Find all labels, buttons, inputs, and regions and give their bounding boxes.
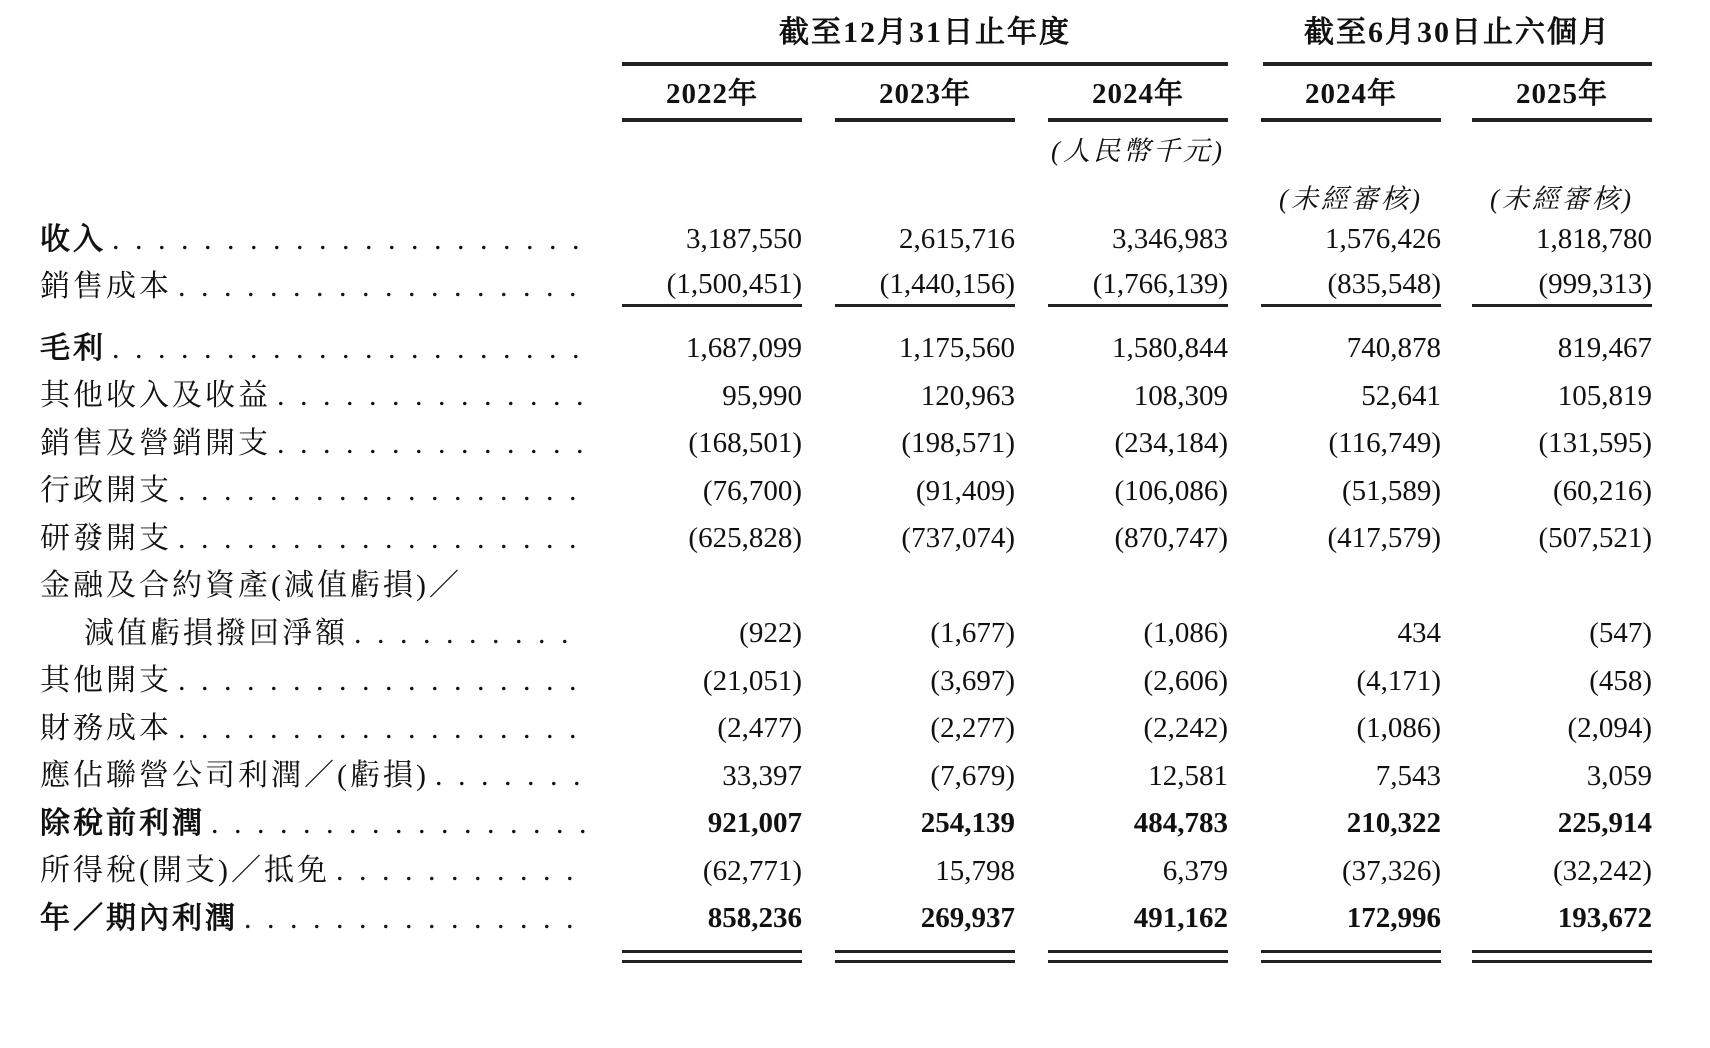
cell-value: (2,477) bbox=[717, 712, 802, 745]
value-cell bbox=[586, 658, 802, 706]
value-cell bbox=[1441, 658, 1652, 706]
table-row bbox=[40, 705, 1652, 753]
value-cell bbox=[802, 216, 1015, 264]
table-row bbox=[40, 216, 1652, 264]
cell-value: 120,963 bbox=[920, 379, 1015, 412]
double-rule-row bbox=[40, 943, 1652, 963]
cell-value: 2,615,716 bbox=[899, 223, 1015, 256]
cell-value: (1,500,451) bbox=[622, 268, 802, 307]
cell-value: 15,798 bbox=[935, 854, 1015, 887]
cell-value: 3,187,550 bbox=[686, 223, 802, 256]
value-cell bbox=[1015, 610, 1228, 658]
cell-value: 172,996 bbox=[1346, 902, 1442, 935]
value-cell bbox=[1228, 800, 1441, 848]
value-cell bbox=[586, 563, 802, 611]
cell-value: 12,581 bbox=[1148, 759, 1229, 792]
value-cell bbox=[1015, 753, 1228, 801]
currency-unit-row bbox=[40, 122, 1652, 168]
row-label: 所得稅(開支)／抵免 bbox=[40, 854, 330, 887]
value-cell bbox=[802, 264, 1015, 312]
year-column-header bbox=[1441, 66, 1652, 122]
year-column-header bbox=[802, 66, 1015, 122]
value-cell bbox=[802, 753, 1015, 801]
unaudited-cell-2025 bbox=[1441, 168, 1652, 216]
cell-value: (2,094) bbox=[1567, 712, 1653, 745]
value-cell bbox=[802, 515, 1015, 563]
cell-value: (21,051) bbox=[702, 664, 802, 697]
cell-value: 1,818,780 bbox=[1536, 223, 1653, 256]
cell-value: 819,467 bbox=[1557, 332, 1653, 365]
cell-value: (32,242) bbox=[1552, 854, 1653, 887]
dot-leader bbox=[277, 427, 586, 461]
cell-value: 921,007 bbox=[707, 807, 802, 840]
value-cell bbox=[1015, 800, 1228, 848]
value-cell bbox=[1015, 658, 1228, 706]
value-cell bbox=[1228, 216, 1441, 264]
row-label: 銷售成本 bbox=[40, 270, 172, 303]
cell-value: (1,086) bbox=[1356, 712, 1442, 745]
value-cell bbox=[586, 895, 802, 943]
row-label-cell bbox=[40, 610, 586, 658]
cell-value: (4,171) bbox=[1356, 664, 1442, 697]
row-label: 其他開支 bbox=[40, 664, 172, 697]
row-label-cell bbox=[40, 800, 586, 848]
cell-value: (835,548) bbox=[1261, 268, 1441, 307]
cell-value: (51,589) bbox=[1341, 474, 1442, 507]
value-cell bbox=[586, 325, 802, 373]
table-body bbox=[40, 216, 1652, 963]
row-label-cell bbox=[40, 753, 586, 801]
value-cell bbox=[586, 420, 802, 468]
value-cell bbox=[586, 705, 802, 753]
value-cell bbox=[586, 468, 802, 516]
year-label: 2022年 bbox=[622, 78, 802, 122]
value-cell bbox=[1441, 325, 1652, 373]
value-cell bbox=[1441, 563, 1652, 611]
cell-value: (2,242) bbox=[1143, 712, 1229, 745]
cell-value: 1,175,560 bbox=[899, 332, 1015, 365]
cell-value: (2,606) bbox=[1143, 664, 1229, 697]
year-column-header bbox=[586, 66, 802, 122]
year-column-header bbox=[1015, 66, 1228, 122]
table-row bbox=[40, 895, 1652, 943]
unaudited-note-row bbox=[40, 168, 1652, 216]
table-row bbox=[40, 264, 1652, 312]
cell-value: (737,074) bbox=[901, 522, 1015, 555]
value-cell bbox=[802, 800, 1015, 848]
value-cell bbox=[802, 373, 1015, 421]
row-label: 財務成本 bbox=[40, 711, 172, 745]
value-cell bbox=[802, 610, 1015, 658]
row-label-cell bbox=[40, 848, 586, 896]
cell-value: (106,086) bbox=[1114, 474, 1229, 507]
value-cell bbox=[586, 373, 802, 421]
cell-value: 52,641 bbox=[1361, 379, 1442, 412]
row-label: 應佔聯營公司利潤／(虧損) bbox=[40, 759, 429, 792]
cell-value: 491,162 bbox=[1133, 902, 1229, 935]
value-cell bbox=[586, 515, 802, 563]
value-cell bbox=[802, 658, 1015, 706]
value-cell bbox=[1441, 264, 1652, 312]
unaudited-cell-2024 bbox=[1228, 168, 1441, 216]
value-cell bbox=[1228, 895, 1441, 943]
double-underline bbox=[835, 950, 1015, 963]
value-cell bbox=[1015, 895, 1228, 943]
year-column-header bbox=[1228, 66, 1441, 122]
value-cell bbox=[1228, 515, 1441, 563]
cell-value: (76,700) bbox=[702, 474, 802, 507]
row-label: 其他收入及收益 bbox=[40, 379, 271, 412]
year-label: 2024年 bbox=[1261, 78, 1441, 122]
cell-value: 225,914 bbox=[1557, 807, 1653, 840]
value-cell bbox=[1015, 325, 1228, 373]
unaudited-note: (未經審核) bbox=[1279, 184, 1423, 214]
dot-leader bbox=[178, 270, 586, 304]
row-label-cell bbox=[40, 325, 586, 373]
value-cell bbox=[1441, 420, 1652, 468]
value-cell bbox=[1441, 895, 1652, 943]
double-underline bbox=[1048, 950, 1228, 963]
cell-value: 740,878 bbox=[1346, 332, 1442, 365]
row-label-cell bbox=[40, 658, 586, 706]
cell-value: 1,580,844 bbox=[1112, 332, 1229, 365]
double-underline bbox=[622, 950, 802, 963]
cell-value: (870,747) bbox=[1114, 522, 1229, 555]
value-cell bbox=[802, 895, 1015, 943]
year-label: 2024年 bbox=[1048, 78, 1228, 122]
row-label-cell bbox=[40, 895, 586, 943]
table-row bbox=[40, 563, 1652, 611]
value-cell bbox=[1228, 753, 1441, 801]
value-cell bbox=[1015, 848, 1228, 896]
interim-period-group bbox=[1228, 10, 1652, 66]
row-label: 金融及合約資產(減值虧損)／ bbox=[40, 569, 462, 602]
value-cell bbox=[1228, 658, 1441, 706]
cell-value: 7,543 bbox=[1375, 759, 1442, 792]
dot-leader bbox=[435, 759, 586, 793]
cell-value: (507,521) bbox=[1538, 522, 1653, 555]
table-row bbox=[40, 658, 1652, 706]
row-label-cell bbox=[40, 563, 586, 611]
cell-value: (7,679) bbox=[930, 759, 1015, 792]
value-cell bbox=[1441, 610, 1652, 658]
income-statement-table bbox=[40, 10, 1652, 963]
cell-value: (625,828) bbox=[688, 522, 802, 555]
cell-value: 269,937 bbox=[920, 902, 1015, 935]
value-cell bbox=[586, 753, 802, 801]
value-cell bbox=[1015, 705, 1228, 753]
value-cell bbox=[1441, 216, 1652, 264]
dot-leader bbox=[178, 664, 586, 698]
value-cell bbox=[586, 848, 802, 896]
row-label: 收入 bbox=[40, 222, 106, 256]
row-label-cell bbox=[40, 515, 586, 563]
row-label: 除稅前利潤 bbox=[40, 806, 205, 840]
value-cell bbox=[1228, 468, 1441, 516]
table-row bbox=[40, 373, 1652, 421]
table-row bbox=[40, 515, 1652, 563]
value-cell bbox=[802, 848, 1015, 896]
value-cell bbox=[1015, 515, 1228, 563]
cell-value: 484,783 bbox=[1133, 807, 1229, 840]
annual-period-title: 截至12月31日止年度 bbox=[622, 15, 1228, 66]
value-cell bbox=[802, 420, 1015, 468]
cell-value: 193,672 bbox=[1557, 902, 1653, 935]
cell-value: 1,576,426 bbox=[1325, 223, 1442, 256]
row-label: 銷售及營銷開支 bbox=[40, 426, 271, 460]
value-cell bbox=[1441, 515, 1652, 563]
cell-value: (458) bbox=[1589, 664, 1653, 697]
year-label: 2025年 bbox=[1472, 78, 1652, 122]
label-column-spacer bbox=[40, 10, 586, 66]
year-header-row bbox=[40, 66, 1652, 122]
dot-leader bbox=[112, 223, 586, 257]
currency-unit-note: (人民幣千元) bbox=[1051, 136, 1225, 166]
dot-leader bbox=[336, 854, 586, 888]
value-cell bbox=[1441, 468, 1652, 516]
cell-value: (234,184) bbox=[1114, 427, 1229, 460]
cell-value: 858,236 bbox=[707, 902, 802, 935]
value-cell bbox=[1228, 373, 1441, 421]
double-underline bbox=[1472, 950, 1652, 963]
period-group-header-row bbox=[40, 10, 1652, 66]
cell-value: (922) bbox=[739, 617, 802, 650]
value-cell bbox=[1015, 563, 1228, 611]
dot-leader bbox=[211, 807, 586, 841]
row-label-cell bbox=[40, 420, 586, 468]
currency-unit-cell bbox=[1015, 122, 1228, 168]
dot-leader bbox=[178, 522, 586, 556]
cell-value: 3,059 bbox=[1586, 759, 1653, 792]
label-column-spacer bbox=[40, 66, 586, 122]
row-label: 年／期內利潤 bbox=[40, 901, 238, 935]
table-row bbox=[40, 753, 1652, 801]
value-cell bbox=[1228, 264, 1441, 312]
cell-value: 33,397 bbox=[722, 759, 802, 792]
dot-leader bbox=[178, 712, 586, 746]
cell-value: (37,326) bbox=[1341, 854, 1442, 887]
value-cell bbox=[802, 705, 1015, 753]
cell-value: 1,687,099 bbox=[686, 332, 802, 365]
value-cell bbox=[1228, 563, 1441, 611]
value-cell bbox=[586, 216, 802, 264]
dot-leader bbox=[354, 617, 586, 651]
value-cell bbox=[1015, 264, 1228, 312]
interim-period-title: 截至6月30日止六個月 bbox=[1263, 15, 1652, 66]
row-label-cell bbox=[40, 468, 586, 516]
table-row bbox=[40, 800, 1652, 848]
value-cell bbox=[802, 325, 1015, 373]
dot-leader bbox=[244, 902, 586, 936]
dot-leader bbox=[112, 332, 586, 366]
cell-value: 210,322 bbox=[1346, 807, 1442, 840]
value-cell bbox=[586, 800, 802, 848]
value-cell bbox=[1441, 800, 1652, 848]
cell-value: (3,697) bbox=[930, 664, 1015, 697]
row-label: 行政開支 bbox=[40, 474, 172, 507]
value-cell bbox=[802, 468, 1015, 516]
annual-period-group bbox=[586, 10, 1228, 66]
cell-value: (131,595) bbox=[1538, 427, 1653, 460]
cell-value: 434 bbox=[1397, 617, 1442, 650]
value-cell bbox=[802, 563, 1015, 611]
cell-value: (547) bbox=[1589, 617, 1653, 650]
value-cell bbox=[1441, 705, 1652, 753]
cell-value: (1,086) bbox=[1143, 617, 1229, 650]
cell-value: 105,819 bbox=[1557, 379, 1653, 412]
cell-value: 254,139 bbox=[920, 807, 1015, 840]
cell-value: 6,379 bbox=[1162, 854, 1229, 887]
row-spacer bbox=[40, 311, 1652, 325]
value-cell bbox=[1015, 420, 1228, 468]
table-row bbox=[40, 610, 1652, 658]
row-label-cell bbox=[40, 373, 586, 421]
cell-value: (60,216) bbox=[1552, 474, 1653, 507]
cell-value: (1,766,139) bbox=[1048, 268, 1228, 307]
value-cell bbox=[1228, 325, 1441, 373]
cell-value: (2,277) bbox=[930, 712, 1015, 745]
table-row bbox=[40, 325, 1652, 373]
year-label: 2023年 bbox=[835, 78, 1015, 122]
value-cell bbox=[1441, 373, 1652, 421]
row-label: 減值虧損撥回淨額 bbox=[84, 616, 348, 650]
value-cell bbox=[1441, 753, 1652, 801]
cell-value: 3,346,983 bbox=[1112, 223, 1229, 256]
value-cell bbox=[1228, 420, 1441, 468]
table-row bbox=[40, 468, 1652, 516]
cell-value: (91,409) bbox=[915, 474, 1015, 507]
unaudited-note: (未經審核) bbox=[1490, 184, 1634, 214]
dot-leader bbox=[178, 474, 586, 508]
value-cell bbox=[586, 610, 802, 658]
value-cell bbox=[1015, 468, 1228, 516]
cell-value: (168,501) bbox=[688, 427, 802, 460]
double-underline bbox=[1261, 950, 1441, 963]
cell-value: (1,440,156) bbox=[835, 268, 1015, 307]
value-cell bbox=[586, 264, 802, 312]
row-label: 研發開支 bbox=[40, 521, 172, 555]
cell-value: (1,677) bbox=[930, 617, 1015, 650]
value-cell bbox=[1441, 848, 1652, 896]
cell-value: (116,749) bbox=[1328, 427, 1442, 460]
table-row bbox=[40, 848, 1652, 896]
cell-value: (198,571) bbox=[901, 427, 1015, 460]
row-label: 毛利 bbox=[40, 331, 106, 365]
value-cell bbox=[1015, 373, 1228, 421]
cell-value: (417,579) bbox=[1327, 522, 1442, 555]
value-cell bbox=[1228, 610, 1441, 658]
cell-value: (999,313) bbox=[1472, 268, 1652, 307]
row-label-cell bbox=[40, 264, 586, 312]
dot-leader bbox=[277, 379, 586, 413]
cell-value: 108,309 bbox=[1133, 379, 1229, 412]
value-cell bbox=[1228, 705, 1441, 753]
value-cell bbox=[1015, 216, 1228, 264]
cell-value: (62,771) bbox=[702, 854, 802, 887]
row-label-cell bbox=[40, 705, 586, 753]
table-row bbox=[40, 420, 1652, 468]
row-label-cell bbox=[40, 216, 586, 264]
cell-value: 95,990 bbox=[722, 379, 802, 412]
value-cell bbox=[1228, 848, 1441, 896]
